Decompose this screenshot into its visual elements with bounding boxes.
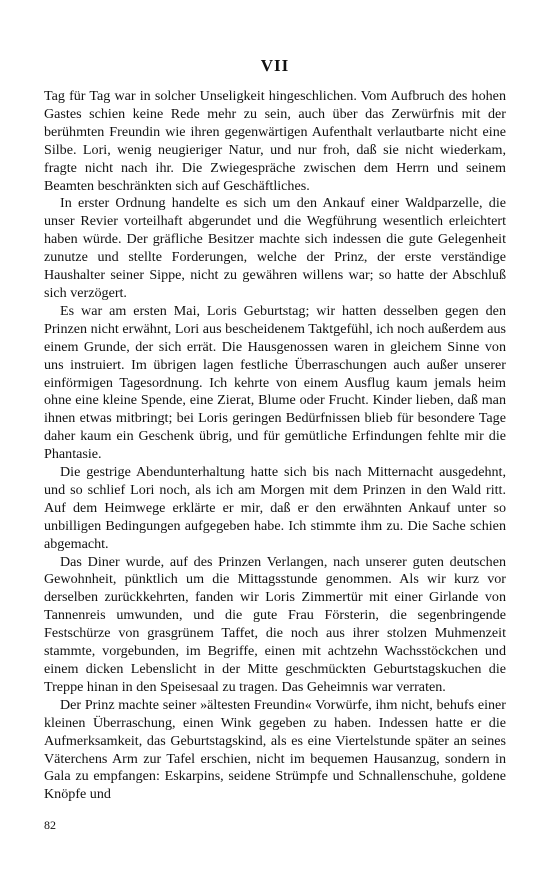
paragraph-6: Der Prinz machte seiner »ältesten Freundin« Vorwürfe, ihm nicht, behufs einer kleinen Überraschung, einen Wink gegeben zu haben. Indessen hatte er die Aufmerksamkeit, das Geburtstagskind, als es eine Viertelstunde später an seines Väterchens Arm zur Tafel erschien, nicht im bequemen Hausanzug, sondern in Gala zu empfangen: Eskarpins, seidene Strümpfe und Schnallenschuhe, goldene Knöpfe und: [44, 696, 506, 803]
paragraph-3: Es war am ersten Mai, Loris Geburtstag; wir hatten desselben gegen den Prinzen nicht erwähnt, Lori aus bescheidenem Taktgefühl, ich noch außerdem aus einem Grunde, der sich errät. Die Hausgenossen waren in gleichem Sinne von uns instruiert. Im übrigen lagen festliche Überraschungen auch außer unserer einförmigen Tagesordnung. Ich kehrte von einem Ausflug kaum jemals heim ohne eine kleine Spende, eine Zierat, Blume oder Frucht. Kinder lieben, daß man ihnen etwas mitbringt; bei Loris geringen Bedürfnissen blieb für besondere Tage daher kaum ein Geschenk übrig, und für gemütliche Erfindungen fehlte mir die Phantasie.: [44, 302, 506, 463]
paragraph-1: Tag für Tag war in solcher Unseligkeit hingeschlichen. Vom Aufbruch des hohen Gastes schien keine Rede mehr zu sein, auch über das Zerwürfnis mit der berühmten Freundin wie ihren gegenwärtigen Aufenthalt verlautbarte nicht eine Silbe. Lori, wenig neugieriger Natur, und nur froh, daß sie nicht wiederkam, fragte nicht nach ihr. Die Zwiegespräche zwischen dem Herrn und seinem Beamten beschränkten sich auf Geschäftliches.: [44, 88, 506, 194]
chapter-heading: VII: [260, 56, 290, 75]
paragraph-2: In erster Ordnung handelte es sich um den Ankauf einer Waldparzelle, die unser Revier vorteilhaft abgerundet und die Wegführung wesentlich erleichtert haben würde. Der gräfliche Besitzer machte sich indessen die gute Gelegenheit zunutze und stellte Forderungen, welche der Prinz, der erste verständige Haushalter seiner Sippe, nicht zu gewähren willens war; so hatte der Abschluß sich verzögert.: [44, 195, 506, 301]
paragraph-5: Das Diner wurde, auf des Prinzen Verlangen, nach unserer guten deutschen Gewohnheit, pünktlich um die Mittagsstunde genommen. Als wir kurz vor derselben zurückkehrten, fanden wir Loris Zimmertür mit einer Girlande von Tannenreis umwunden, und die gute Frau Försterin, die segenbringende Festschürze von grasgrünem Taffet, die noch aus ihrer stolzen Muhmenzeit stammte, vorgebunden, im Begriffe, einen mit achtzehn Wachsstöckchen und einem dicken Lebenslicht in der Mitte geschmückten Geburtstagskuchen die Treppe hinan in den Speisesaal zu tragen. Das Geheimnis war verraten.: [44, 553, 506, 695]
page-number: 82: [44, 818, 56, 832]
page-body: [44, 56, 506, 804]
paragraph-4: Die gestrige Abendunterhaltung hatte sich bis nach Mitternacht ausgedehnt, und so schlief Lori noch, als ich am Morgen mit dem Prinzen in den Wald ritt. Auf dem Heimwege erklärte er mir, daß er den erwähnten Ankauf unter so unbilligen Bedingungen aufgegeben habe. Ich stimmte ihm zu. Die Sache schien abgemacht.: [44, 464, 506, 552]
